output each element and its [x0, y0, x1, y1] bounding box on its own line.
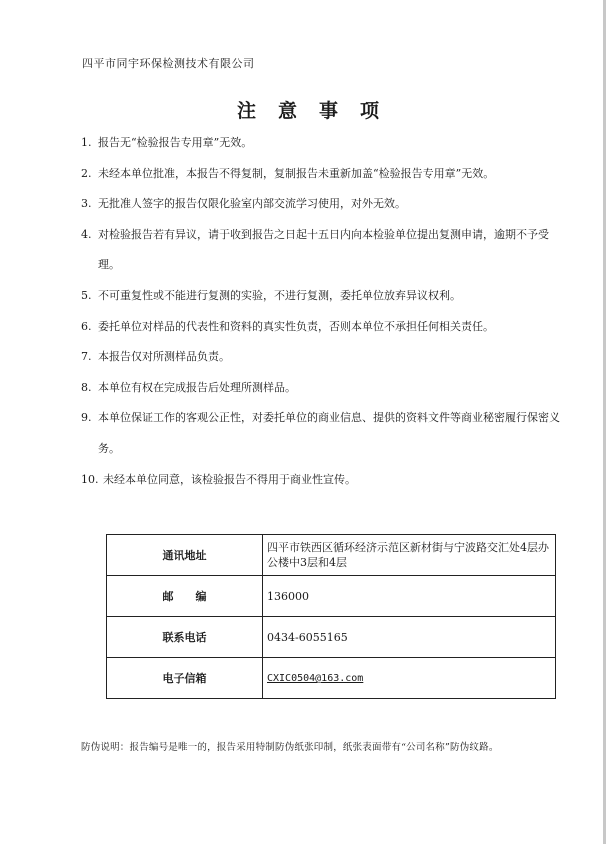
- notice-item-5: [81, 281, 561, 312]
- notice-text: 本报告仅对所测样品负责。: [98, 350, 230, 364]
- email-label: 电子信箱: [107, 658, 263, 699]
- postcode-label: 邮 编: [107, 576, 263, 617]
- notice-number: 1.: [81, 136, 92, 149]
- anti-counterfeit-note: 防伪说明：报告编号是唯一的，报告采用特制防伪纸张印制，纸张表面带有“公司名称”防伪纹路。: [81, 742, 499, 753]
- postcode-value: 136000: [263, 576, 556, 617]
- notice-number: 7.: [81, 350, 92, 364]
- notice-item-7: [81, 342, 561, 373]
- notice-item-10: [81, 465, 561, 496]
- notice-text: 无批准人签字的报告仅限化验室内部交流学习使用，对外无效。: [98, 197, 406, 211]
- table-row: [107, 535, 556, 576]
- notice-number: 6.: [81, 319, 92, 333]
- notice-item-6: [81, 312, 561, 343]
- phone-value: 0434-6055165: [263, 617, 556, 658]
- email-cell: [263, 658, 556, 699]
- notice-text: 报告无“检验报告专用章”无效。: [98, 136, 253, 149]
- contact-table: [106, 534, 556, 699]
- notice-text: 本单位保证工作的客观公正性，对委托单位的商业信息、提供的资料文件等商业秘密履行保密义务。: [98, 411, 560, 455]
- address-label: 通讯地址: [107, 535, 263, 576]
- notice-text: 委托单位对样品的代表性和资料的真实性负责，否则本单位不承担任何相关责任。: [98, 319, 494, 333]
- notice-text: 未经本单位批准，本报告不得复制，复制报告未重新加盖“检验报告专用章”无效。: [98, 166, 495, 180]
- notice-text: 本单位有权在完成报告后处理所测样品。: [98, 380, 296, 394]
- notice-item-8: [81, 373, 561, 404]
- address-value: 四平市铁西区循环经济示范区新材街与宁波路交汇处4层办公楼中3层和4层: [263, 535, 556, 576]
- table-row: [107, 658, 556, 699]
- page-title: 注意事项: [236, 100, 401, 122]
- notice-item-1: [81, 128, 561, 159]
- notice-item-2: [81, 159, 561, 190]
- table-row: [107, 576, 556, 617]
- notice-item-4: [81, 220, 561, 281]
- notice-number: 9.: [81, 411, 92, 425]
- notice-list: [81, 128, 561, 495]
- notice-number: 5.: [81, 288, 92, 302]
- page-edge: [603, 0, 606, 844]
- notice-text: 不可重复性或不能进行复测的实验，不进行复测，委托单位放弃异议权利。: [98, 288, 461, 302]
- phone-label: 联系电话: [107, 617, 263, 658]
- email-link[interactable]: CXIC0504@163.com: [267, 673, 364, 684]
- notice-number: 2.: [81, 166, 92, 180]
- notice-number: 10.: [81, 472, 99, 486]
- notice-number: 8.: [81, 380, 92, 394]
- notice-item-3: [81, 189, 561, 220]
- notice-text: 对检验报告若有异议，请于收到报告之日起十五日内向本检验单位提出复测申请，逾期不予受理。: [98, 227, 549, 272]
- table-row: [107, 617, 556, 658]
- company-header: 四平市同宇环保检测技术有限公司: [82, 57, 255, 70]
- notice-number: 3.: [81, 197, 92, 211]
- notice-number: 4.: [81, 227, 92, 241]
- notice-item-9: [81, 403, 561, 464]
- notice-text: 未经本单位同意，该检验报告不得用于商业性宣传。: [103, 472, 356, 486]
